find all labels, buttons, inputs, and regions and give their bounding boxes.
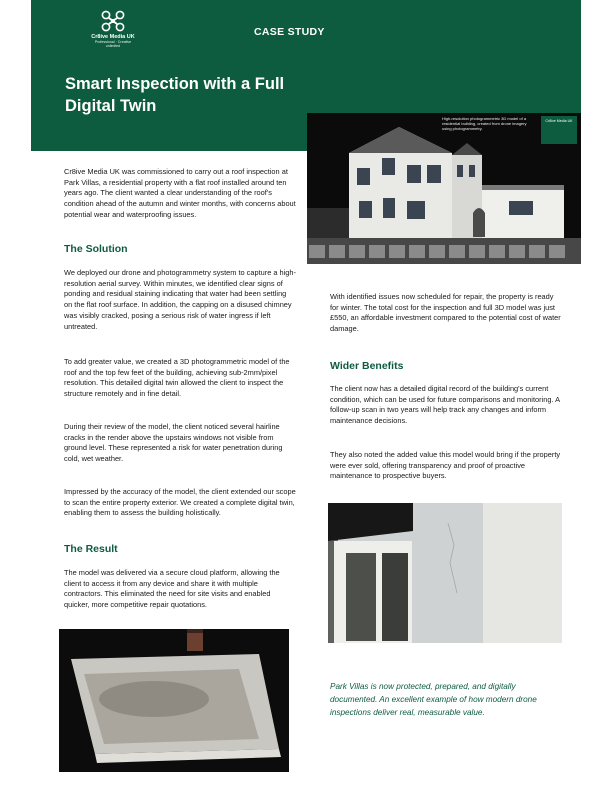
benefits-paragraph-2: They also noted the added value this model would bring if the property were ever sold, offering transparency and proof of proactive maintenance to prospective buyers. xyxy=(330,450,561,481)
solution-paragraph-2: To add greater value, we created a 3D photogrammetric model of the roof and the top few feet of the building, achieving sub-2mm/pixel resolution. This detailed digital twin allowed the client to inspect the structure remotely and in fine detail. xyxy=(64,357,290,399)
result-paragraph: The model was delivered via a secure cloud platform, allowing the client to access it from any device and share it with multiple contractors. This eliminated the need for site visits and enabled quicker, more competitive repair quotations. xyxy=(64,568,280,610)
solution-heading: The Solution xyxy=(64,243,128,255)
roof-illustration xyxy=(59,629,289,772)
image-caption: High-resolution photogrammetric 3D model of a residential building, created from drone imagery using photogrammetry. xyxy=(442,116,527,131)
render-cracks-image xyxy=(328,503,562,643)
closing-statement: Park Villas is now protected, prepared, and digitally documented. An excellent example of how modern drone inspections deliver real, measurable value. xyxy=(330,682,537,717)
case-study-label: CASE STUDY xyxy=(254,26,325,38)
house-3d-model-image xyxy=(307,113,581,264)
intro-paragraph: Cr8ive Media UK was commissioned to carry out a roof inspection at Park Villas, a residential property with a flat roof installed around ten years ago. The client wanted a clear understanding of the roof's condition ahead of the autumn and winter months, with concerns about potential wear and waterproofing issues. xyxy=(64,167,296,219)
solution-paragraph-1: We deployed our drone and photogrammetry system to capture a high-resolution aerial survey. Within minutes, we identified clear signs of ponding and residual staining indicating that water had been settling on the flat roof surface. In addition, the capping on a disused chimney was visibly cracked, posing a serious risk of water ingress if left untreated. xyxy=(64,268,296,331)
solution-paragraph-4: Impressed by the accuracy of the model, the client extended our scope to scan the entire property exterior. We created a complete digital twin, enabling them to assess the building holistically. xyxy=(64,487,296,518)
benefits-paragraph-1: The client now has a detailed digital record of the building's current condition, which can be used for future comparisons and monitoring. A follow-up scan in two years will help track any changes and inform maintenance decisions. xyxy=(330,384,560,426)
logo-brand-name: Cr8ive Media UK xyxy=(91,34,135,40)
repair-cost-paragraph: With identified issues now scheduled for repair, the property is ready for winter. The total cost for the inspection and full 3D model was just £550, an affordable investment compared to the potential cost of water damage. xyxy=(330,292,561,334)
logo-tagline-1: Professional · Creative xyxy=(94,40,132,44)
image-badge: Cr8ive Media UK xyxy=(541,116,577,144)
logo-tagline-2: unlimited xyxy=(105,44,121,48)
flat-roof-image xyxy=(59,629,289,772)
page-title: Smart Inspection with a Full Digital Twin xyxy=(65,75,285,115)
window-render-illustration xyxy=(328,503,562,643)
benefits-heading: Wider Benefits xyxy=(330,360,404,372)
solution-paragraph-3: During their review of the model, the client noticed several hairline cracks in the render above the upstairs windows not visible from ground level. These represented a risk for water penetration during cold, wet weather. xyxy=(64,422,283,464)
company-logo[interactable] xyxy=(78,10,148,48)
house-illustration xyxy=(307,113,581,264)
result-heading: The Result xyxy=(64,543,118,555)
drone-logo-icon xyxy=(101,10,125,32)
